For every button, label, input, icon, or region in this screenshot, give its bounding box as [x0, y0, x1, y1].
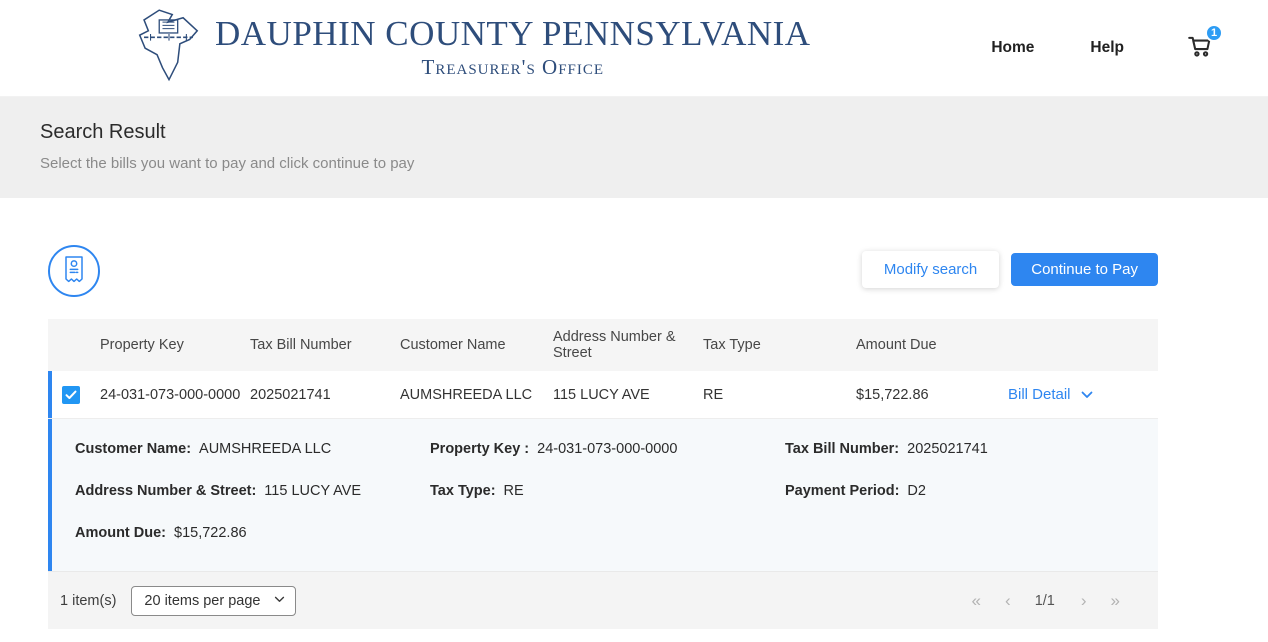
- prev-page-button[interactable]: ‹: [1005, 590, 1009, 610]
- site-header: [0, 0, 1268, 97]
- bill-detail-panel: [48, 419, 1158, 572]
- site-subtitle: Treasurer's Office: [421, 54, 605, 79]
- row-address: 115 LUCY AVE: [553, 386, 650, 403]
- table-footer: [48, 572, 1158, 629]
- row-checkbox[interactable]: [62, 386, 80, 404]
- chevron-down-icon: [1081, 388, 1093, 402]
- items-count: 1 item(s): [60, 592, 117, 609]
- table-row: [48, 371, 1158, 419]
- next-page-button[interactable]: ›: [1080, 590, 1085, 610]
- page-header-band: [0, 97, 1268, 198]
- row-customer-name: AUMSHREEDA LLC: [400, 386, 533, 403]
- cart-button[interactable]: [1186, 26, 1218, 64]
- header-nav: [991, 26, 1218, 64]
- detail-property-key: Property Key : 24-031-073-000-0000: [430, 441, 678, 457]
- bill-detail-label: Bill Detail: [1008, 386, 1071, 403]
- page-title: Search Result: [40, 121, 166, 143]
- table-header-row: [48, 319, 1158, 371]
- last-page-button[interactable]: »: [1110, 590, 1118, 610]
- selected-row-indicator: [48, 419, 52, 571]
- col-header-tax-bill-number: Tax Bill Number: [250, 337, 352, 353]
- row-amount-due: $15,722.86: [856, 386, 929, 403]
- detail-tax-type: Tax Type: RE: [430, 483, 524, 499]
- modify-search-button[interactable]: Modify search: [862, 251, 999, 288]
- col-header-amount-due: Amount Due: [856, 337, 937, 353]
- row-checkbox-cell: [48, 386, 100, 404]
- continue-to-pay-button[interactable]: Continue to Pay: [1011, 253, 1158, 286]
- county-seal-logo-icon: [135, 8, 203, 89]
- brand: [135, 8, 811, 89]
- receipt-badge: [48, 245, 100, 297]
- selected-row-indicator: [48, 371, 52, 418]
- site-title: DAUPHIN COUNTY PENNSYLVANIA: [215, 14, 811, 54]
- detail-customer-name: Customer Name: AUMSHREEDA LLC: [75, 441, 332, 457]
- first-page-button[interactable]: «: [971, 590, 980, 610]
- col-header-address: Address Number & Street: [553, 329, 676, 361]
- cart-count-badge: 1: [1205, 24, 1223, 42]
- page-indicator: 1/1: [1034, 592, 1055, 609]
- nav-home-link[interactable]: Home: [991, 39, 1035, 56]
- row-property-key: 24-031-073-000-0000: [100, 386, 241, 403]
- col-header-customer-name: Customer Name: [400, 337, 506, 353]
- nav-help-link[interactable]: Help: [1090, 39, 1124, 56]
- page-subtitle: Select the bills you want to pay and click continue to pay: [40, 155, 415, 172]
- row-tax-type: RE: [703, 386, 724, 403]
- bill-detail-toggle[interactable]: [1008, 386, 1152, 403]
- col-header-property-key: Property Key: [100, 337, 184, 353]
- row-tax-bill-number: 2025021741: [250, 386, 331, 403]
- results-table: [48, 319, 1158, 629]
- results-toolbar: [48, 245, 1158, 297]
- detail-payment-period: Payment Period: D2: [785, 483, 926, 499]
- pagination: [972, 591, 1140, 611]
- detail-tax-bill-number: Tax Bill Number: 2025021741: [785, 441, 988, 457]
- main-content: [0, 198, 1206, 629]
- receipt-icon: [62, 255, 86, 288]
- items-per-page-select[interactable]: [131, 586, 296, 616]
- brand-text: [215, 16, 811, 80]
- toolbar-buttons: [862, 245, 1158, 288]
- per-page-select-wrap: [131, 586, 296, 616]
- detail-address: Address Number & Street: 115 LUCY AVE: [75, 483, 362, 499]
- detail-amount-due: Amount Due: $15,722.86: [75, 525, 247, 541]
- col-header-tax-type: Tax Type: [703, 337, 761, 353]
- cart-icon: [1186, 46, 1213, 63]
